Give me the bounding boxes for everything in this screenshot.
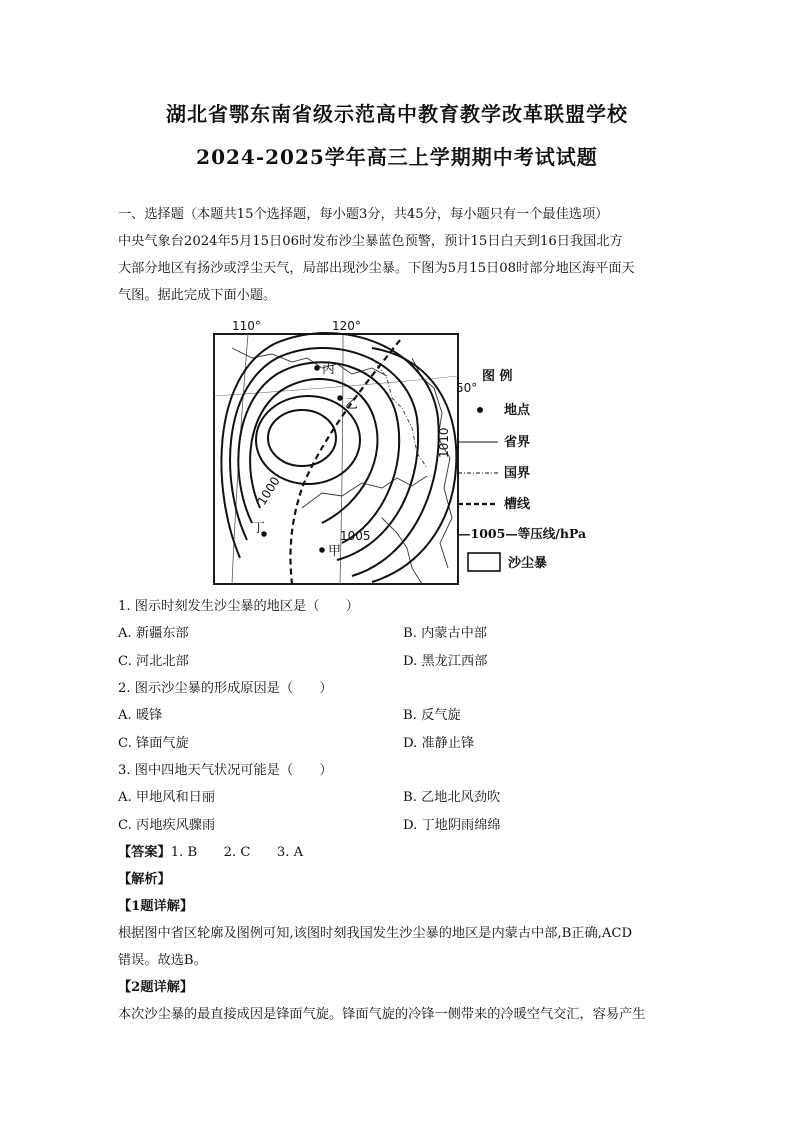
title-line-1: 湖北省鄂东南省级示范高中教育教学改革联盟学校 <box>166 102 628 126</box>
question-2-option-d: D. 准静止锋 <box>403 736 475 751</box>
legend-title: 图 例 <box>482 369 513 384</box>
question-3-stem: 3. 图中四地天气状况可能是（ ） <box>118 763 333 778</box>
legend-province-label: 省界 <box>504 435 531 450</box>
isobar-label-1005: 1005 <box>340 529 371 543</box>
question-3-option-d: D. 丁地阴雨绵绵 <box>403 818 501 833</box>
question-1-option-b: B. 内蒙古中部 <box>403 626 488 641</box>
place-label-bing: 丙 <box>322 362 336 377</box>
legend-country-label: 国界 <box>504 466 531 481</box>
question-1-option-c: C. 河北北部 <box>118 654 189 669</box>
legend-isobar-label: —1005—等压线/hPa <box>458 526 587 541</box>
analysis-q1-heading: 【1题详解】 <box>118 899 194 914</box>
weather-map-figure <box>212 318 590 586</box>
analysis-q1-line-1: 根据图中省区轮廓及图例可知,该图时刻我国发生沙尘暴的地区是内蒙古中部,B正确,ACD <box>118 926 633 941</box>
question-2-stem: 2. 图示沙尘暴的形成原因是（ ） <box>118 681 333 696</box>
answer-text: 1. B 2. C 3. A <box>170 845 304 860</box>
place-dot-jia <box>319 547 325 553</box>
analysis-q2-line-1: 本次沙尘暴的最直接成因是锋面气旋。锋面气旋的冷锋一侧带来的冷暖空气交汇，容易产生 <box>118 1007 646 1022</box>
question-3-option-c: C. 丙地疾风骤雨 <box>118 818 216 833</box>
question-3-option-a: A. 甲地风和日丽 <box>118 790 216 805</box>
legend-dust-label: 沙尘暴 <box>508 556 548 571</box>
answer-label: 【答案】 <box>118 845 171 860</box>
legend-dust-icon <box>468 553 500 571</box>
intro-line-1: 中央气象台2024年5月15日06时发布沙尘暴蓝色预警，预计15日白天到16日我国北方 <box>118 234 623 249</box>
question-3-option-b: B. 乙地北风劲吹 <box>403 790 501 805</box>
place-label-jia: 甲 <box>328 544 342 559</box>
question-1-option-d: D. 黑龙江西部 <box>403 654 488 669</box>
lat-label-50: 50° <box>456 381 478 395</box>
place-label-ding: 丁 <box>252 521 266 536</box>
question-2-option-a: A. 暖锋 <box>118 708 163 723</box>
lon-label-110: 110° <box>232 319 261 333</box>
question-2-option-b: B. 反气旋 <box>403 708 461 723</box>
lon-label-120: 120° <box>332 319 361 333</box>
intro-line-3: 气图。据此完成下面小题。 <box>118 288 277 303</box>
analysis-q2-heading: 【2题详解】 <box>118 980 194 995</box>
section-heading: 一、选择题（本题共15个选择题，每小题3分，共45分，每小题只有一个最佳选项） <box>118 207 609 222</box>
title-line-2: 2024-2025学年高三上学期期中考试试题 <box>196 145 598 169</box>
question-1-option-a: A. 新疆东部 <box>118 626 189 641</box>
isobar-label-1010: 1010 <box>437 427 451 458</box>
analysis-q1-line-2: 错误。故选B。 <box>118 953 207 968</box>
question-2-option-c: C. 锋面气旋 <box>118 736 189 751</box>
place-dot-bing <box>314 365 320 371</box>
answer-line <box>118 841 303 860</box>
intro-line-2: 大部分地区有扬沙或浮尘天气，局部出现沙尘暴。下图为5月15日08时部分地区海平面天 <box>118 261 635 276</box>
analysis-label: 【解析】 <box>118 872 171 887</box>
isobar-label-1000: 1000 <box>254 474 283 508</box>
place-label-yi: 乙 <box>345 397 359 412</box>
legend-trough-label: 槽线 <box>504 497 531 512</box>
place-dot-yi <box>337 395 343 401</box>
legend-point-icon <box>477 407 483 413</box>
question-1-stem: 1. 图示时刻发生沙尘暴的地区是（ ） <box>118 599 359 614</box>
legend-point-label: 地点 <box>504 403 531 418</box>
